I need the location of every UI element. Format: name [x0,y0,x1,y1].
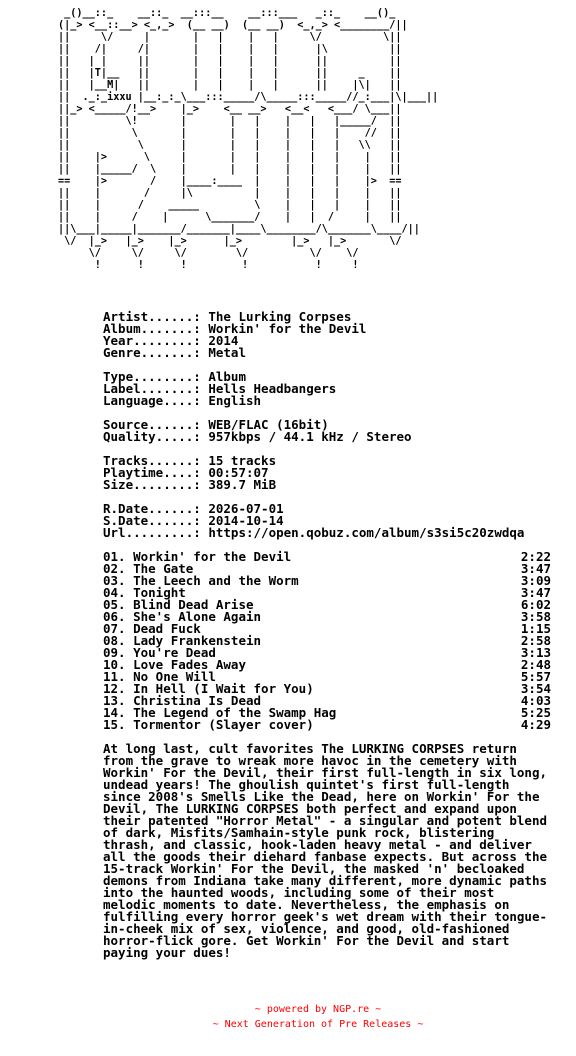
footer-powered-by[interactable]: ~ powered by NGP.re ~ [254,1004,382,1015]
year-line: Year........: 2014 [103,333,239,348]
track-duration: 3:47 [520,585,551,600]
track-title: 13. Christina Is Dead [103,693,262,708]
ascii-logo-art: _()__::_ __::_ __:::__ __:::___ _::_ __()_ (|_> <__::__> <_,_> (__ __) (__ __) <_,_> <________/|| || \/ | | | | | \/ \|| || /| /| | | | | |\ || || | | || | | | | || || || |T|__ || | | | | || _ || || |__M| || | | | | || |\| || || ._:_ixxu |__:_:_\___:::_____/\_____:::_____//_:___|\|___|| ||_> <_____/!__> |_> <__ __> <__< <___/ \___|| || \! | | | | | |_____/ || || \ | | | | | | // || || \ | | | | | | \\ || || |> \ | | | | | | | || || |_____/ \ | | | | | | | || == |> / |____:____ | | | | |> == || | / |\ | | | | | || || | / _____ \ | | | | || || | / | \_______/ | | / | || ||\___|_____|_______/_______|____\________/\_______\____/|| \/ |_> |_> |_> |_> |_> |_> \/ \/ \/ \/ \/ \/ \/ ! ! ! ! ! ! [58,8,439,271]
label-line: Label.......: Hells Headbangers [103,381,337,396]
track-duration: 2:58 [520,633,551,648]
tracks-line: Tracks......: 15 tracks [103,453,277,468]
track-title: 15. Tormentor (Slayer cover) [103,717,314,732]
language-line: Language....: English [103,393,262,408]
store-date-line: S.Date......: 2014-10-14 [103,513,284,528]
type-line: Type........: Album [103,369,246,384]
track-duration: 4:29 [520,717,551,732]
size-line: Size........: 389.7 MiB [103,477,277,492]
track-duration: 3:13 [520,645,551,660]
quality-line: Quality.....: 957kbps / 44.1 kHz / Stereo [103,429,412,444]
track-title: 02. The Gate [103,561,194,576]
source-line: Source......: WEB/FLAC (16bit) [103,417,329,432]
track-title: 04. Tonight [103,585,186,600]
artist-line: Artist......: The Lurking Corpses [103,309,352,324]
tracklist [103,551,551,731]
track-title: 14. The Legend of the Swamp Hag [103,705,337,720]
track-duration: 3:09 [520,573,551,588]
track-title: 06. She's Alone Again [103,609,262,624]
track-title: 07. Dead Fuck [103,621,201,636]
album-description: At long last, cult favorites The LURKING CORPSES return from the grave to wreak more havoc in the cemetery with Workin' For the Devil, their first full-length in six long, undead years! The ghoulish quintet's first full-length since 2008's Smells Like the Dead, here on Workin' For the Devil, The LURKING CORPSES both perfect and expand upon their patented "Horror Metal" - a singular and potent blend of dark, Misfits/Samhain-style punk rock, blistering thrash, and classic, hook-laden heavy metal - and deliver all the goods their diehard fanbase expects. But across the 15-track Workin' For the Devil, the masked 'n' becloaked demons from Indiana take many different, more dynamic paths into the haunted woods, including some of their most melodic moments to date. Nevertheless, the emphasis on fulfilling every horror geek's wet dream with their tongue-in-cheek mix of sex, violence, and good, old-fashioned horror-flick gore. Get Workin' For the Devil and start paying your dues! [103,741,548,960]
track-duration: 2:22 [520,549,551,564]
track-title: 01. Workin' for the Devil [103,549,292,564]
playtime-line: Playtime....: 00:57:07 [103,465,269,480]
track-title: 12. In Hell (I Wait for You) [103,681,314,696]
track-duration: 2:48 [520,657,551,672]
url-line[interactable]: Url.........: https://open.qobuz.com/album/s3si5c20zwdqa [103,525,525,540]
track-duration: 5:25 [520,705,551,720]
track-duration: 3:47 [520,561,551,576]
track-duration: 4:03 [520,693,551,708]
track-duration: 3:54 [520,681,551,696]
track-duration: 1:15 [520,621,551,636]
track-title: 11. No One Will [103,669,216,684]
track-row [103,719,551,731]
album-line: Album.......: Workin' for the Devil [103,321,367,336]
track-title: 08. Lady Frankenstein [103,633,262,648]
track-duration: 6:02 [520,597,551,612]
track-duration: 3:58 [520,609,551,624]
release-date-line: R.Date......: 2026-07-01 [103,501,284,516]
genre-line: Genre.......: Metal [103,345,246,360]
track-duration: 5:57 [520,669,551,684]
track-title: 09. You're Dead [103,645,216,660]
track-title: 05. Blind Dead Arise [103,597,254,612]
footer-tagline: ~ Next Generation of Pre Releases ~ [212,1019,424,1030]
track-title: 03. The Leech and the Worm [103,573,299,588]
track-title: 10. Love Fades Away [103,657,246,672]
